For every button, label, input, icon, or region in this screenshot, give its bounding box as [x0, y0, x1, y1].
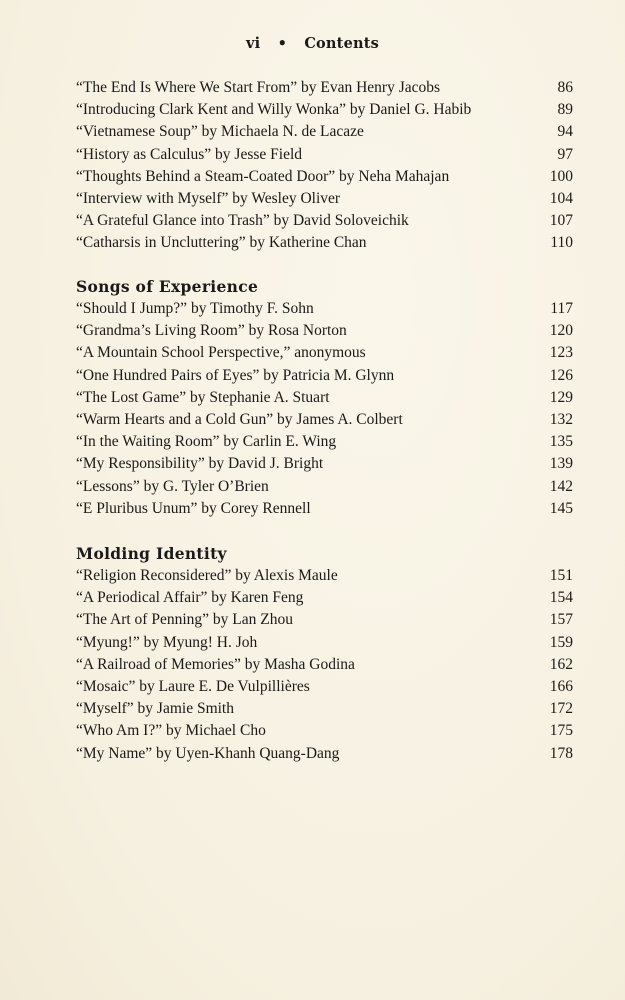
toc-entry-title: “A Periodical Affair” by Karen Feng: [76, 589, 304, 607]
toc-entry-page-number: 139: [549, 455, 573, 473]
toc-entry-page-number: 104: [549, 189, 573, 207]
toc-entry-title: “Interview with Myself” by Wesley Oliver: [76, 189, 341, 207]
toc-entry-page-number: 117: [550, 300, 573, 317]
toc-entry-title: “The Lost Game” by Stephanie A. Stuart: [76, 388, 330, 406]
toc-entry-title: “In the Waiting Room” by Carlin E. Wing: [76, 433, 337, 451]
toc-entry-page-number: 145: [549, 499, 573, 517]
running-header: [0, 35, 625, 52]
header-separator: •: [277, 35, 288, 52]
toc-entry-page-number: 135: [549, 433, 573, 451]
toc-entry: [76, 77, 573, 99]
toc-entry-page-number: 129: [549, 388, 573, 406]
toc-section-songs-of-experience: [76, 276, 573, 520]
toc-entry-title: “Introducing Clark Kent and Willy Wonka” by Daniel G. Habib: [76, 101, 472, 119]
toc-entry-title: “My Name” by Uyen-Khanh Quang-Dang: [76, 744, 340, 762]
toc-entry-page-number: 162: [549, 655, 573, 673]
toc-entry-title: “Vietnamese Soup” by Michaela N. de Lacaze: [76, 123, 364, 141]
toc-entry: [76, 431, 573, 453]
toc-entry: [76, 587, 573, 609]
toc-entry: [76, 298, 573, 320]
toc-entry-title: “Should I Jump?” by Timothy F. Sohn: [76, 300, 314, 317]
toc-entry: [76, 144, 573, 166]
section-heading: Songs of Experience: [76, 277, 259, 296]
toc-entry-page-number: 100: [549, 167, 573, 185]
toc-section-continued: [76, 77, 573, 255]
toc-entry: [76, 342, 573, 364]
toc-entry-page-number: 94: [557, 123, 573, 141]
toc-entry-title: “Who Am I?” by Michael Cho: [76, 722, 266, 740]
toc-entry-title: “The Art of Penning” by Lan Zhou: [76, 611, 293, 629]
toc-entry-page-number: 86: [557, 79, 573, 96]
toc-entry: [76, 121, 573, 143]
toc-entry-title: “Religion Reconsidered” by Alexis Maule: [76, 567, 338, 584]
toc-entry: [76, 99, 573, 121]
toc-entry: [76, 609, 573, 631]
toc-entry-title: “Lessons” by G. Tyler O’Brien: [76, 477, 269, 495]
toc-entry: [76, 409, 573, 431]
toc-entry-page-number: 97: [557, 145, 573, 163]
toc-entry-page-number: 126: [549, 366, 573, 384]
toc-entry-title: “A Railroad of Memories” by Masha Godina: [76, 655, 355, 673]
toc-entry: [76, 210, 573, 232]
toc-entry: [76, 565, 573, 587]
toc-entry-page-number: 89: [557, 101, 573, 119]
toc-entry-page-number: 175: [549, 722, 573, 740]
toc-entry: [76, 476, 573, 498]
toc-entry-title: “Thoughts Behind a Steam-Coated Door” by Neha Mahajan: [76, 167, 450, 185]
toc-entry-title: “Myself” by Jamie Smith: [76, 700, 234, 718]
toc-entry-title: “E Pluribus Unum” by Corey Rennell: [76, 499, 311, 517]
toc-entry-page-number: 110: [550, 234, 573, 252]
toc-entry-page-number: 166: [549, 677, 573, 695]
toc-entry-title: “Warm Hearts and a Cold Gun” by James A. Colbert: [76, 410, 403, 428]
toc-entry-page-number: 154: [549, 589, 573, 607]
toc-entry: [76, 320, 573, 342]
toc-entry-title: “Mosaic” by Laure E. De Vulpillières: [76, 677, 310, 695]
toc-entry: [76, 676, 573, 698]
toc-entry: [76, 632, 573, 654]
toc-entry-title: “One Hundred Pairs of Eyes” by Patricia M. Glynn: [76, 366, 395, 384]
header-title: Contents: [304, 35, 379, 52]
page-number-label: vi: [246, 35, 261, 52]
toc-entry-title: “My Responsibility” by David J. Bright: [76, 455, 324, 473]
toc-entry-page-number: 178: [549, 744, 573, 762]
toc-entry-page-number: 107: [549, 212, 573, 230]
toc-entry: [76, 365, 573, 387]
toc-entry-title: “Catharsis in Uncluttering” by Katherine Chan: [76, 234, 367, 252]
toc-entry-title: “History as Calculus” by Jesse Field: [76, 145, 303, 163]
toc-section-molding-identity: [76, 543, 573, 765]
toc-entry-page-number: 157: [549, 611, 573, 629]
toc-entry-title: “A Mountain School Perspective,” anonymous: [76, 344, 366, 362]
toc-entry-title: “Myung!” by Myung! H. Joh: [76, 633, 258, 651]
toc-entry-page-number: 120: [549, 322, 573, 340]
toc-entry-page-number: 132: [549, 410, 573, 428]
toc-entry-page-number: 172: [549, 700, 573, 718]
toc-entry: [76, 188, 573, 210]
toc-entry: [76, 743, 573, 765]
toc-entry-title: “A Grateful Glance into Trash” by David Soloveichik: [76, 212, 409, 230]
toc-entry: [76, 232, 573, 254]
toc-entry: [76, 720, 573, 742]
toc-entry-page-number: 159: [549, 633, 573, 651]
toc-entry-title: “Grandma’s Living Room” by Rosa Norton: [76, 322, 347, 340]
toc-entry: [76, 166, 573, 188]
toc-entry-page-number: 142: [549, 477, 573, 495]
section-heading: Molding Identity: [76, 544, 227, 563]
toc-entry-title: “The End Is Where We Start From” by Evan Henry Jacobs: [76, 79, 441, 96]
toc-entry: [76, 387, 573, 409]
toc-entry: [76, 453, 573, 475]
toc-entry: [76, 698, 573, 720]
toc-entry-page-number: 123: [549, 344, 573, 362]
toc-entry-page-number: 151: [549, 567, 573, 584]
toc-entry: [76, 654, 573, 676]
toc-entry: [76, 498, 573, 520]
